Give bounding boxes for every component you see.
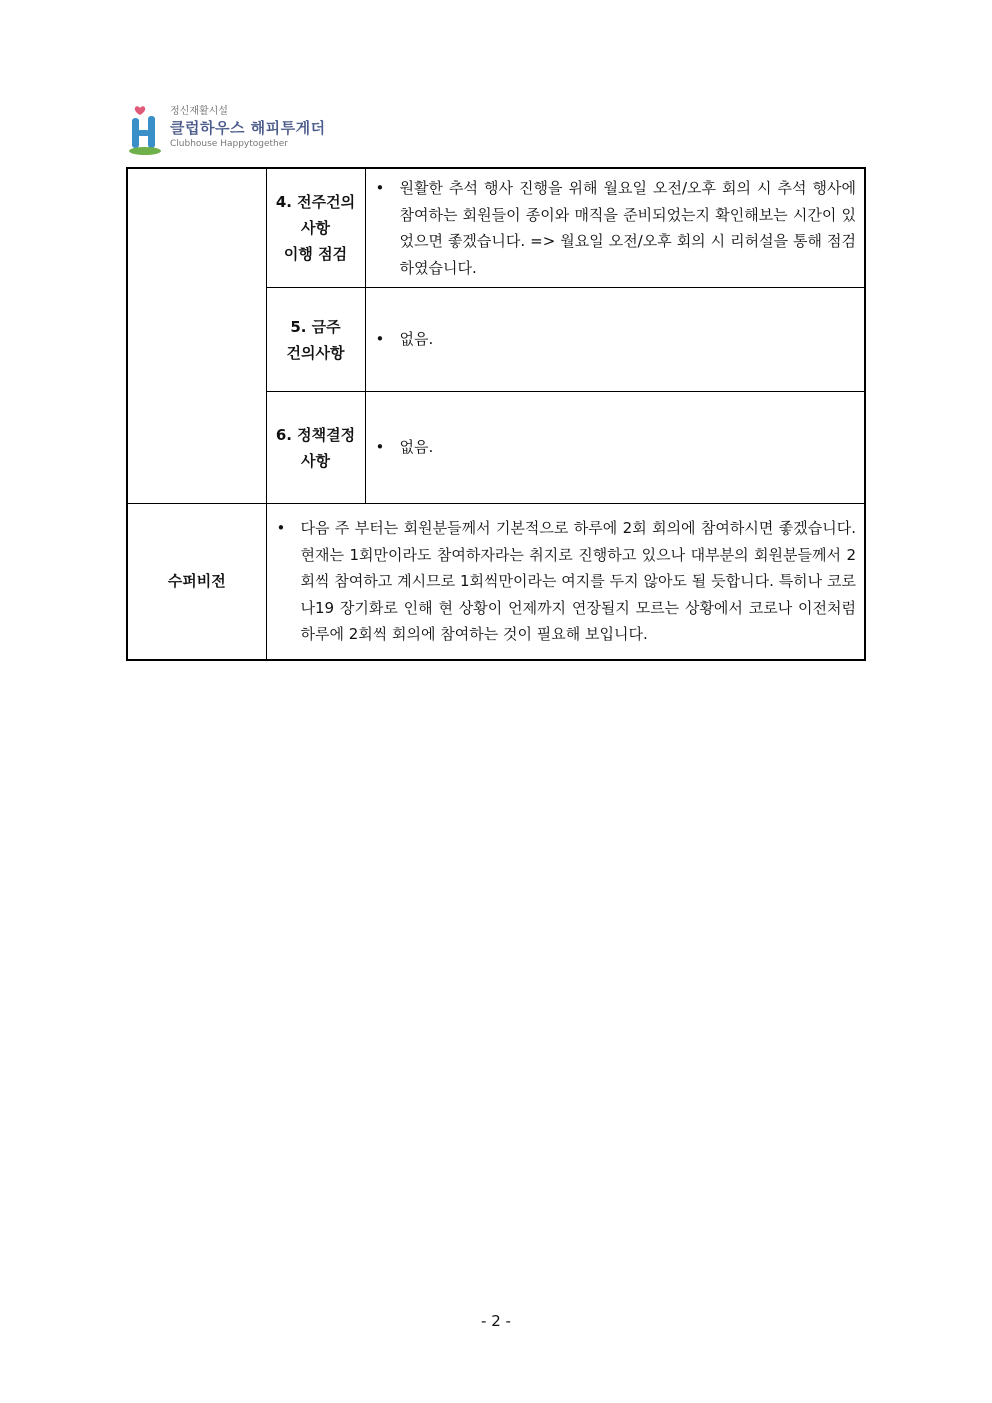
- row-label-policy-decisions: [266, 392, 365, 504]
- row-text: 없음.: [399, 330, 434, 349]
- row-content-policy-decisions: [365, 392, 865, 504]
- supervision-text: 다음 주 부터는 회원분들께서 기본적으로 하루에 2회 회의에 참여하시면 좋겠습니다. 현재는 1회만이라도 참여하자라는 취지로 진행하고 있으나 대부분의 회원분들께서 2회씩 참여하고 계시므로 1회씩만이라는 여지를 두지 않아도 될 듯합니다. 특히나 코로나19 장기화로 인해 현 상황이 언제까지 연장될지 모르는 상황에서 코로나 이전처럼 하루에 2회씩 회의에 참여하는 것이 필요해 보입니다.: [300, 519, 856, 643]
- bullet-icon: •: [375, 330, 385, 349]
- row-label-line: 이행 점검: [283, 245, 348, 263]
- clubhouse-logo-icon: [128, 104, 164, 156]
- table-row: [127, 168, 865, 288]
- row-label-this-week-suggestions: [266, 288, 365, 392]
- row-content-previous-suggestions: [365, 168, 865, 288]
- page-number: - 2 -: [481, 1312, 511, 1330]
- logo-small-text: 정신재활시설: [170, 106, 228, 117]
- bullet-icon: •: [375, 438, 385, 457]
- table-row: [127, 504, 865, 660]
- row-content-this-week-suggestions: [365, 288, 865, 392]
- empty-category-cell: [127, 168, 266, 504]
- meeting-record-table: [126, 167, 866, 661]
- logo-main-text: 클럽하우스 해피투게더: [170, 119, 326, 137]
- row-label-line: 사항: [301, 219, 330, 237]
- logo-sub-text: Clubhouse Happytogether: [170, 139, 288, 149]
- supervision-content: [266, 504, 865, 660]
- row-label-line: 건의사항: [286, 343, 345, 362]
- row-label-previous-suggestions: [266, 168, 365, 288]
- row-text: 원활한 추석 행사 진행을 위해 월요일 오전/오후 회의 시 추석 행사에 참여하는 회원들이 종이와 매직을 준비되었는지 확인해보는 시간이 있었으면 좋겠습니다. => 월요일 오전/오후 회의 시 리허설을 통해 점검하였습니다.: [399, 179, 856, 277]
- bullet-icon: •: [375, 179, 385, 197]
- row-label-line: 4. 전주건의: [275, 193, 356, 211]
- row-label-line: 6. 정책결정: [275, 425, 356, 444]
- row-label-line: 사항: [301, 451, 330, 470]
- supervision-label: 수퍼비전: [127, 504, 266, 660]
- logo: [128, 104, 328, 156]
- row-label-line: 5. 금주: [290, 317, 341, 336]
- row-text: 없음.: [399, 438, 434, 457]
- bullet-icon: •: [276, 519, 286, 537]
